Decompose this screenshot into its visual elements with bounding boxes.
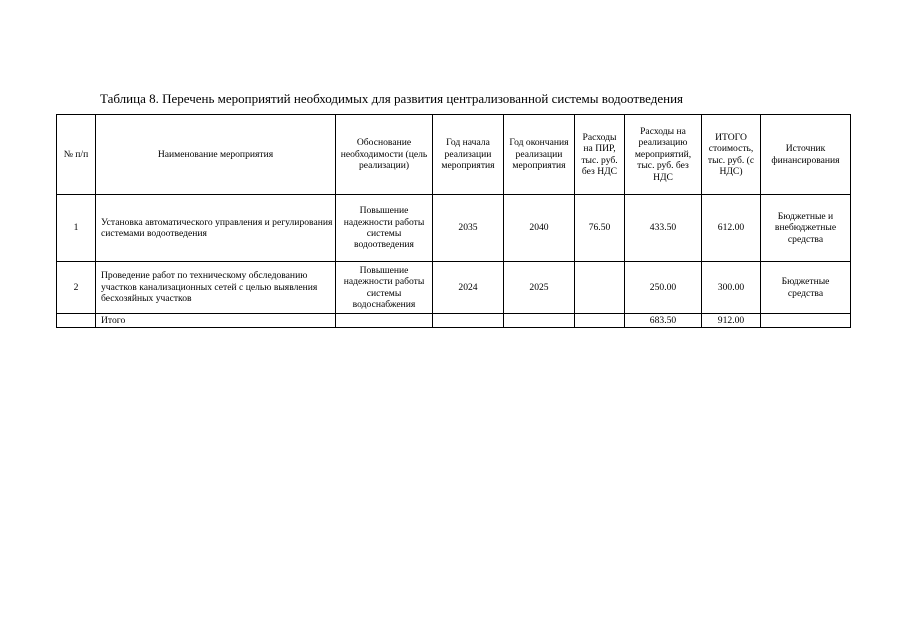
cell-end-year: 2040 <box>504 195 575 262</box>
header-number: № п/п <box>57 115 96 195</box>
cell-end-year: 2025 <box>504 262 575 314</box>
table-caption: Таблица 8. Перечень мероприятий необходимых для развития централизованной системы водоотведения <box>100 91 684 106</box>
cell-pir-cost <box>575 314 625 328</box>
cell-total-cost: 300.00 <box>702 262 761 314</box>
table-row <box>57 262 851 314</box>
cell-name: Установка автоматического управления и регулирования системами водоотведения <box>96 195 336 262</box>
cell-number: 1 <box>57 195 96 262</box>
cell-name: Проведение работ по техническому обследованию участков канализационных сетей с целью выявления бесхозяйных участков <box>96 262 336 314</box>
cell-total-cost: 612.00 <box>702 195 761 262</box>
cell-impl-cost: 433.50 <box>625 195 702 262</box>
header-impl-cost: Расходы на реализацию мероприятий, тыс. руб. без НДС <box>625 115 702 195</box>
header-funding-source: Источник финансирования <box>761 115 851 195</box>
cell-total-cost-total: 912.00 <box>702 314 761 328</box>
table-header-row <box>57 115 851 195</box>
cell-end-year <box>504 314 575 328</box>
header-end-year: Год окончания реализации мероприятия <box>504 115 575 195</box>
measures-table <box>56 114 851 328</box>
cell-reason: Повышение надежности работы системы водоотведения <box>336 195 433 262</box>
cell-start-year: 2024 <box>433 262 504 314</box>
cell-funding-source: Бюджетные и внебюджетные средства <box>761 195 851 262</box>
cell-total-label: Итого <box>96 314 336 328</box>
cell-start-year: 2035 <box>433 195 504 262</box>
header-pir-cost: Расходы на ПИР, тыс. руб. без НДС <box>575 115 625 195</box>
header-name: Наименование мероприятия <box>96 115 336 195</box>
cell-number <box>57 314 96 328</box>
cell-number: 2 <box>57 262 96 314</box>
cell-pir-cost <box>575 262 625 314</box>
header-start-year: Год начала реализации мероприятия <box>433 115 504 195</box>
header-total-cost: ИТОГО стоимость, тыс. руб. (с НДС) <box>702 115 761 195</box>
cell-pir-cost: 76.50 <box>575 195 625 262</box>
cell-start-year <box>433 314 504 328</box>
cell-funding-source: Бюджетные средства <box>761 262 851 314</box>
cell-funding-source <box>761 314 851 328</box>
cell-reason <box>336 314 433 328</box>
cell-impl-cost: 250.00 <box>625 262 702 314</box>
cell-impl-cost-total: 683.50 <box>625 314 702 328</box>
header-reason: Обоснование необходимости (цель реализации) <box>336 115 433 195</box>
cell-reason: Повышение надежности работы системы водоснабжения <box>336 262 433 314</box>
table-row <box>57 195 851 262</box>
table-total-row <box>57 314 851 328</box>
